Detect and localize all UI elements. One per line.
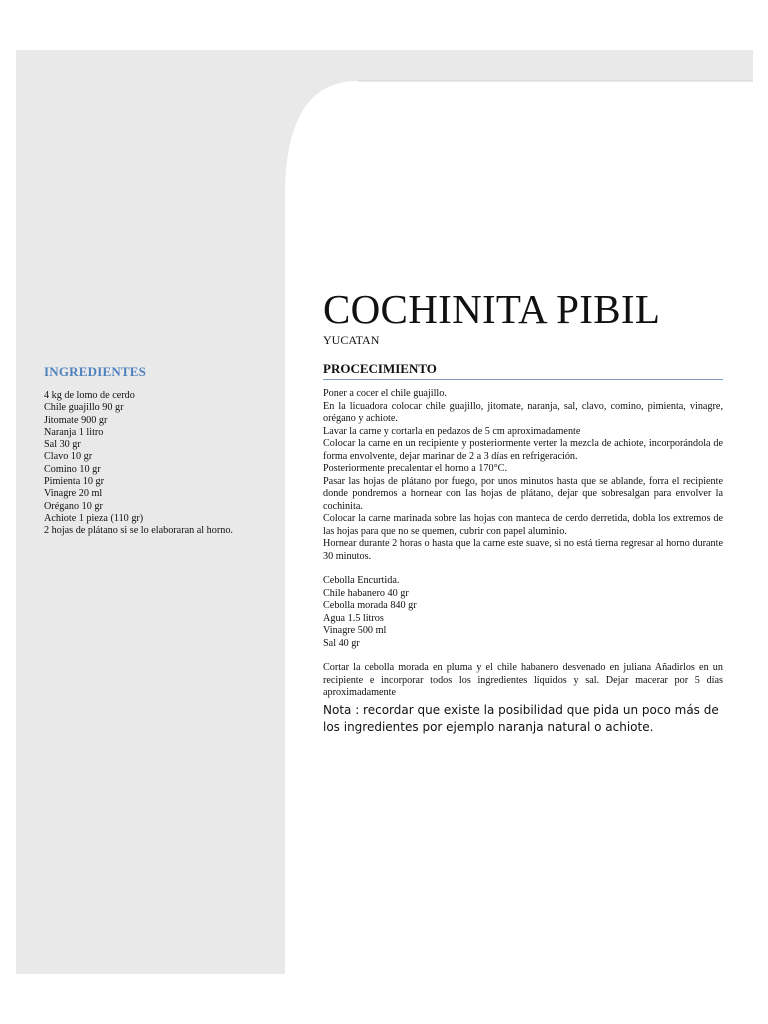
ingredient-item: Vinagre 20 ml [44, 488, 103, 500]
ingredient-item: Orégano 10 gr [44, 500, 103, 512]
ingredients-list [44, 390, 284, 538]
ingredient-item: Jitomate 900 gr [44, 414, 108, 426]
spacer [323, 650, 723, 662]
ingredient-item: Clavo 10 gr [44, 451, 93, 463]
pickled-onion-item: Agua 1.5 litros [323, 612, 384, 624]
procedure-step: Poner a cocer el chile guajillo. [323, 388, 447, 399]
pickled-onion-instructions-block [323, 662, 723, 700]
procedure-step: Colocar la carne marinada sobre las hojas con manteca de cerdo derretida, dobla los extremos de las hojas para que no se quemen, cubrir con papel aluminio. [323, 513, 723, 537]
procedure-heading: PROCECIMIENTO [323, 361, 723, 380]
ingredient-item: 2 hojas de plátano si se lo elaboraran al horno. [44, 525, 233, 537]
procedure-step: Colocar la carne en un recipiente y posteriormente verter la mezcla de achiote, incorporándola de forma envolvente, dejar marinar de 2 a 3 días en refrigeración. [323, 438, 723, 462]
spacer [323, 563, 723, 575]
procedure-step: Pasar las hojas de plátano por fuego, por unos minutos hasta que se ablande, forra el recipiente donde pondremos a hornear con las hojas de plátano, dejar que sobresalgan para envolver la cochinita. [323, 475, 723, 512]
pickled-onion-list [323, 575, 723, 650]
ingredient-item: Sal 30 gr [44, 439, 81, 451]
pickled-onion-item: Chile habanero 40 gr [323, 587, 409, 599]
procedure-step: En la licuadora colocar chile guajillo, jitomate, naranja, sal, clavo, comino, pimienta, vinagre, orégano y achiote. [323, 400, 723, 424]
ingredient-item: Achiote 1 pieza (110 gr) [44, 512, 144, 524]
ingredient-item: Comino 10 gr [44, 463, 101, 475]
recipe-title: COCHINITA PIBIL [323, 286, 661, 332]
procedure-step: Posteriormente precalentar el horno a 170°C. [323, 463, 507, 474]
ingredient-item: Chile guajillo 90 gr [44, 402, 124, 414]
ingredients-panel [44, 364, 284, 538]
pickled-onion-item: Sal 40 gr [323, 637, 360, 649]
procedure-step: Hornear durante 2 horas o hasta que la carne este suave, si no está tierna regresar al horno durante 30 minutos. [323, 538, 723, 562]
ingredients-heading: INGREDIENTES [44, 364, 147, 379]
recipe-region: YUCATAN [323, 333, 380, 347]
ingredient-item: 4 kg de lomo de cerdo [44, 390, 135, 401]
recipe-note: Nota : recordar que existe la posibilidad que pida un poco más de los ingredientes por ejemplo naranja natural o achiote. [323, 702, 719, 734]
ingredient-item: Naranja 1 litro [44, 426, 104, 438]
pickled-onion-instructions: Cortar la cebolla morada en pluma y el chile habanero desvenado en juliana Añadirlos en un recipiente e incorporar todos los ingredientes líquidos y sal. Dejar macerar por 5 días aproximadamente [323, 662, 723, 698]
procedure-step: Lavar la carne y cortarla en pedazos de 5 cm aproximadamente [323, 425, 581, 437]
ingredient-item: Pimienta 10 gr [44, 476, 104, 488]
procedure-steps [323, 388, 723, 563]
pickled-onion-title: Cebolla Encurtida. [323, 575, 400, 586]
recipe-main [323, 286, 723, 736]
pickled-onion-item: Cebolla morada 840 gr [323, 600, 417, 611]
pickled-onion-item: Vinagre 500 ml [323, 625, 387, 636]
